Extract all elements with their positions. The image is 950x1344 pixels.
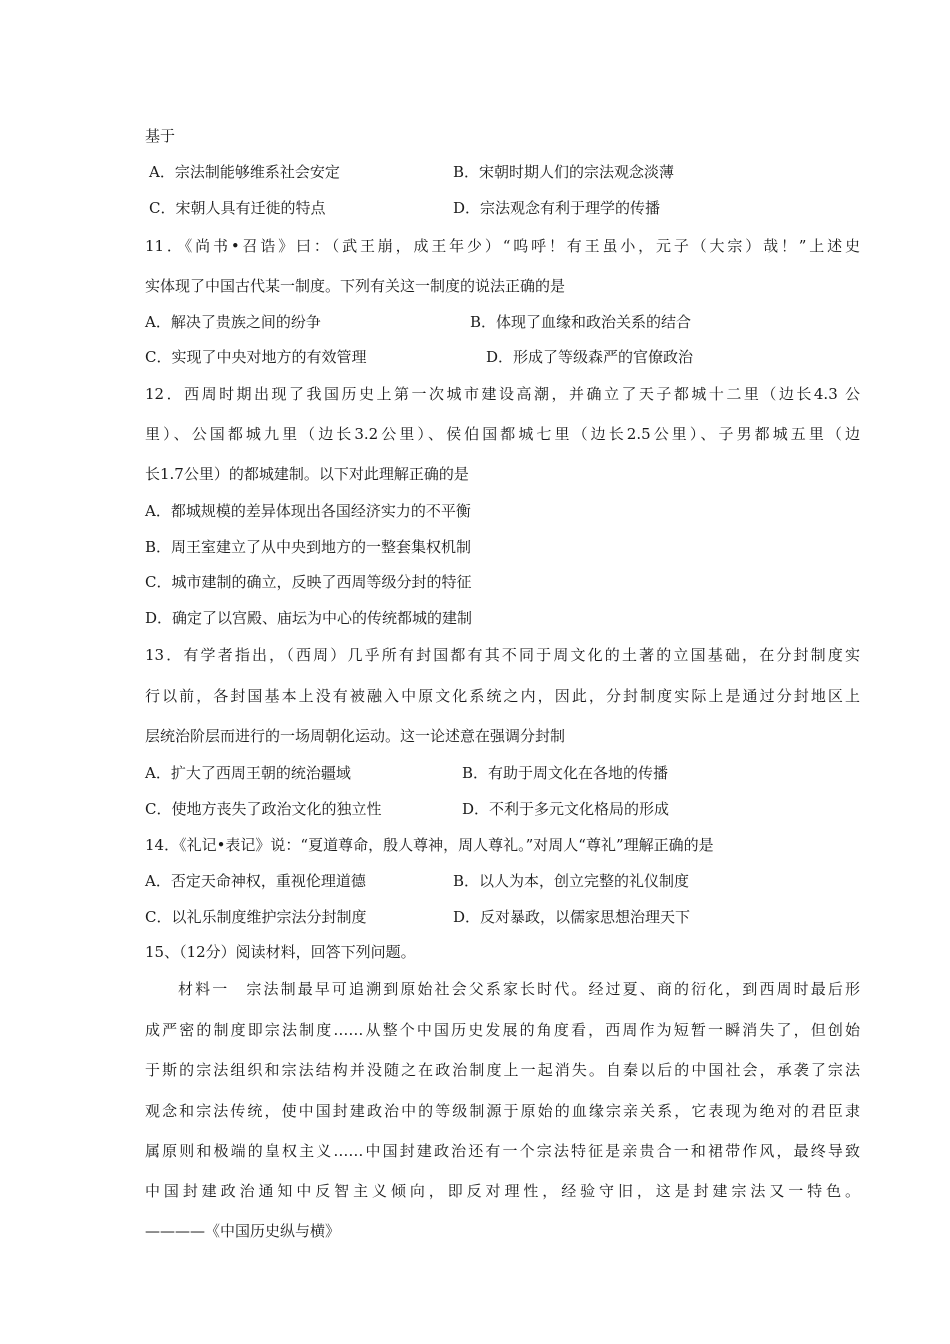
q13-option-a: A．扩大了西周王朝的统治疆域 bbox=[145, 764, 351, 782]
q10-option-c: C．宋朝人具有迁徙的特点 bbox=[149, 199, 326, 217]
q15-material1-line4: 观念和宗法传统，使中国封建政治中的等级制源于原始的血缘宗亲关系，它表现为绝对的君臣隶 bbox=[145, 1102, 860, 1120]
q11-option-b: B．体现了血缘和政治关系的结合 bbox=[470, 313, 692, 331]
q13-option-d: D．不利于多元文化格局的形成 bbox=[462, 800, 670, 818]
q15-material1-line5: 属原则和极端的皇权主义……中国封建政治还有一个宗法特征是亲贵合一和裙带作风，最终导致 bbox=[145, 1142, 860, 1160]
q11-option-a: A．解决了贵族之间的纷争 bbox=[145, 313, 321, 331]
q14-option-a: A．否定天命神权，重视伦理道德 bbox=[145, 872, 366, 890]
q13-option-b: B．有助于周文化在各地的传播 bbox=[462, 764, 669, 782]
q14-option-c: C．以礼乐制度维护宗法分封制度 bbox=[145, 908, 367, 926]
q15-material1-line3: 于斯的宗法组织和宗法结构并没随之在政治制度上一起消失。自秦以后的中国社会，承袭了宗法 bbox=[145, 1061, 860, 1079]
q11-stem-line2: 实体现了中国古代某一制度。下列有关这一制度的说法正确的是 bbox=[145, 277, 566, 295]
q12-option-b: B．周王室建立了从中央到地方的一整套集权机制 bbox=[145, 538, 472, 556]
q13-stem-line1: 13．有学者指出，（西周）几乎所有封国都有其不同于周文化的土著的立国基础，在分封制度实 bbox=[145, 646, 860, 664]
q10-option-b: B．宋朝时期人们的宗法观念淡薄 bbox=[453, 163, 675, 181]
q11-option-c: C．实现了中央对地方的有效管理 bbox=[145, 348, 367, 366]
q15-stem: 15、（12分）阅读材料，回答下列问题。 bbox=[145, 943, 416, 961]
q14-option-d: D．反对暴政，以儒家思想治理天下 bbox=[453, 908, 691, 926]
q13-stem-line2: 行以前，各封国基本上没有被融入中原文化系统之内，因此，分封制度实际上是通过分封地区上 bbox=[145, 687, 860, 705]
q13-option-c: C．使地方丧失了政治文化的独立性 bbox=[145, 800, 382, 818]
q10-option-a: A．宗法制能够维系社会安定 bbox=[149, 163, 340, 181]
q12-stem-line1: 12．西周时期出现了我国历史上第一次城市建设高潮，并确立了天子都城十二里（边长4.3 公 bbox=[145, 385, 860, 403]
q14-option-b: B．以人为本，创立完整的礼仪制度 bbox=[453, 872, 690, 890]
q15-material1-line1: 材料一 宗法制最早可追溯到原始社会父系家长时代。经过夏、商的衍化，到西周时最后形 bbox=[178, 980, 860, 998]
q13-stem-line3: 层统治阶层而进行的一场周朝化运动。这一论述意在强调分封制 bbox=[145, 727, 566, 745]
q11-stem-line1: 11．《尚书•召诰》曰：（武王崩，成王年少）“呜呼！有王虽小，元子（大宗）哉！”上述史 bbox=[145, 237, 860, 255]
q15-material1-line6: 中国封建政治通知中反智主义倾向，即反对理性，经验守旧，这是封建宗法又一特色。 bbox=[145, 1182, 860, 1200]
q12-stem-line2: 里）、公国都城九里（边长3.2公里）、侯伯国都城七里（边长2.5公里）、子男都城五里（边 bbox=[145, 425, 860, 443]
q15-material1-source: ————《中国历史纵与横》 bbox=[145, 1222, 341, 1240]
q12-option-c: C．城市建制的确立，反映了西周等级分封的特征 bbox=[145, 573, 472, 591]
q14-stem-line1: 14．《礼记•表记》说：“夏道尊命，殷人尊神，周人尊礼。”对周人“尊礼”理解正确的是 bbox=[145, 836, 714, 854]
q11-option-d: D．形成了等级森严的官僚政治 bbox=[486, 348, 694, 366]
q12-stem-line3: 长1.7公里）的都城建制。以下对此理解正确的是 bbox=[145, 465, 469, 483]
q12-option-a: A．都城规模的差异体现出各国经济实力的不平衡 bbox=[145, 502, 471, 520]
q12-option-d: D．确定了以宫殿、庙坛为中心的传统都城的建制 bbox=[145, 609, 473, 627]
q15-material1-line2: 成严密的制度即宗法制度……从整个中国历史发展的角度看，西周作为短暂一瞬消失了，但创始 bbox=[145, 1021, 860, 1039]
q10-option-d: D．宗法观念有利于理学的传播 bbox=[453, 199, 661, 217]
q10-stem-tail: 基于 bbox=[145, 127, 176, 145]
